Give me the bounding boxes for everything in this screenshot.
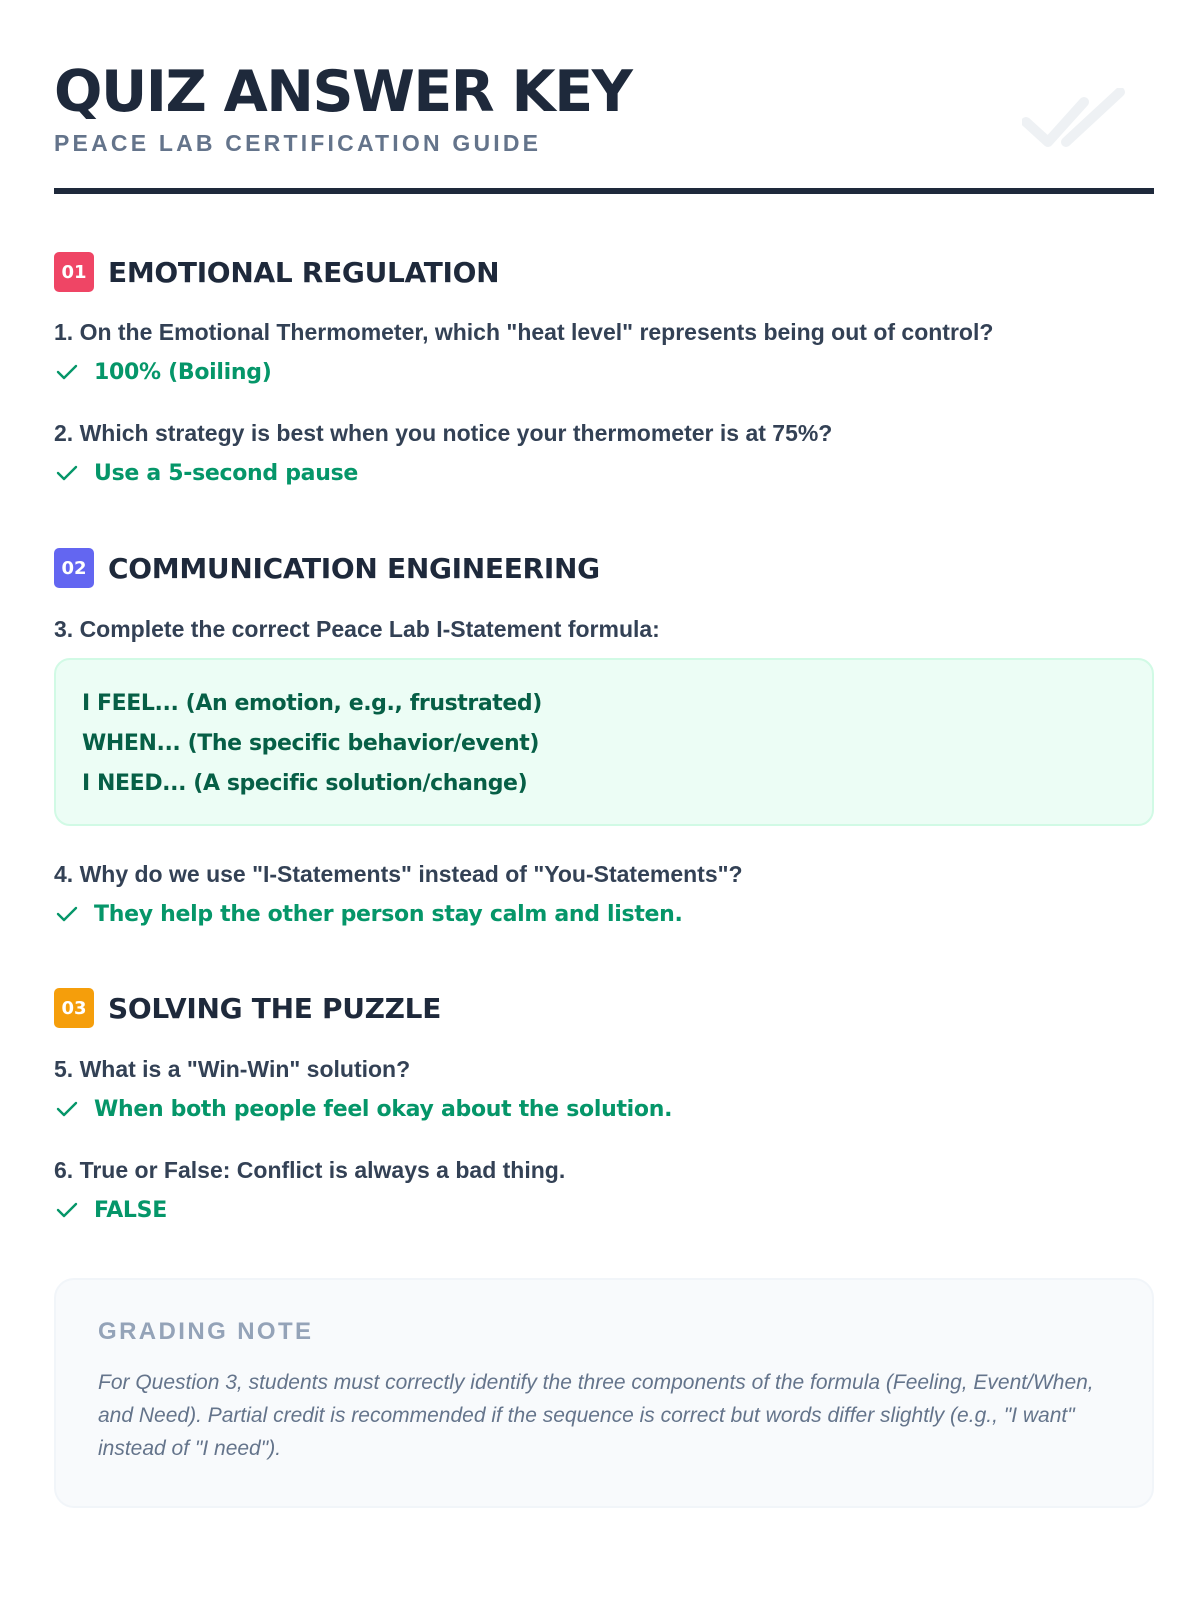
question-4: 4. Why do we use "I-Statements" instead of "You-Statements"? — [54, 861, 743, 887]
answer-text: Use a 5-second pause — [94, 460, 358, 486]
page-header — [54, 52, 1154, 194]
answer-4 — [54, 901, 683, 927]
question-6: 6. True or False: Conflict is always a bad thing. — [54, 1157, 566, 1183]
section-header-communication-engineering — [54, 548, 600, 588]
answer-key-page — [54, 0, 1154, 1600]
answer-text: When both people feel okay about the solution. — [94, 1096, 673, 1122]
double-check-icon — [1022, 88, 1126, 152]
section-number-badge: 03 — [54, 988, 94, 1028]
answer-6 — [54, 1197, 167, 1223]
grading-note-body: For Question 3, students must correctly identify the three components of the formula (Feeling, Event/When, and Need). Partial credit is recommended if the sequence is correct but words differ slightly (e.g., "I want" instead of "I need"). — [98, 1371, 1094, 1460]
grading-note-title: GRADING NOTE — [98, 1318, 314, 1345]
section-title: EMOTIONAL REGULATION — [108, 255, 500, 289]
section-title: SOLVING THE PUZZLE — [108, 991, 442, 1025]
question-1: 1. On the Emotional Thermometer, which "heat level" represents being out of control? — [54, 319, 994, 345]
i-statement-formula-box — [54, 658, 1154, 826]
check-icon — [54, 359, 80, 385]
answer-5 — [54, 1096, 672, 1122]
check-icon — [54, 901, 80, 927]
answer-text: FALSE — [94, 1197, 167, 1223]
section-header-emotional-regulation — [54, 252, 499, 292]
page-title: QUIZ ANSWER KEY — [54, 59, 632, 125]
section-title: COMMUNICATION ENGINEERING — [108, 551, 600, 585]
section-number-badge: 02 — [54, 548, 94, 588]
page-subtitle: PEACE LAB CERTIFICATION GUIDE — [54, 130, 542, 156]
formula-line-when: WHEN... (The specific behavior/event) — [82, 731, 539, 756]
check-icon — [54, 1197, 80, 1223]
question-3: 3. Complete the correct Peace Lab I-Statement formula: — [54, 616, 660, 642]
check-icon — [54, 1096, 80, 1122]
answer-2 — [54, 460, 358, 486]
answer-text: They help the other person stay calm and listen. — [94, 901, 683, 927]
check-icon — [54, 460, 80, 486]
answer-1 — [54, 359, 271, 385]
question-2: 2. Which strategy is best when you notice your thermometer is at 75%? — [54, 420, 833, 446]
section-number-badge: 01 — [54, 252, 94, 292]
grading-note-box — [54, 1278, 1154, 1508]
answer-text: 100% (Boiling) — [94, 359, 272, 385]
formula-line-feel: I FEEL... (An emotion, e.g., frustrated) — [82, 691, 542, 716]
question-5: 5. What is a "Win-Win" solution? — [54, 1056, 411, 1082]
section-header-solving-the-puzzle — [54, 988, 441, 1028]
formula-line-need: I NEED... (A specific solution/change) — [82, 771, 528, 796]
